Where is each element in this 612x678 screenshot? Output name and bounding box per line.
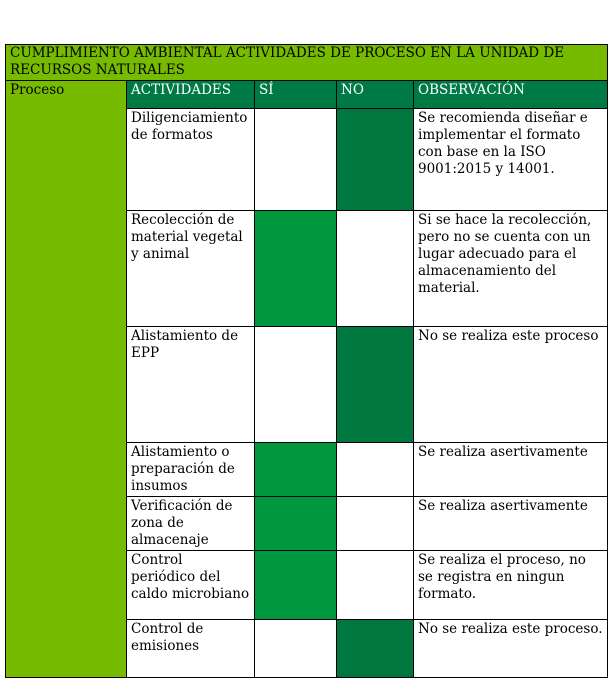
header-no: NO: [337, 81, 414, 109]
observation-cell: Se realiza asertivamente: [414, 443, 608, 497]
activity-cell: Control de emisiones: [127, 620, 255, 678]
observation-cell: No se realiza este proceso: [414, 327, 608, 443]
activity-cell: Recolección de material vegetal y animal: [127, 211, 255, 327]
activity-cell: Alistamiento o preparación de insumos: [127, 443, 255, 497]
observation-cell: No se realiza este proceso.: [414, 620, 608, 678]
activity-cell: Control periódico del caldo microbiano: [127, 551, 255, 620]
observation-cell: Se recomienda diseñar e implementar el formato con base en la ISO 9001:2015 y 14001.: [414, 109, 608, 211]
header-si: SÍ: [255, 81, 337, 109]
title-row: [6, 45, 608, 81]
no-cell: [337, 551, 414, 620]
header-observacion: OBSERVACIÓN: [414, 81, 608, 109]
header-actividades: ACTIVIDADES: [127, 81, 255, 109]
compliance-table: [5, 44, 608, 678]
header-row: [6, 81, 608, 109]
no-cell: [337, 497, 414, 551]
si-cell: [255, 211, 337, 327]
compliance-table-container: [5, 44, 607, 678]
activity-cell: Alistamiento de EPP: [127, 327, 255, 443]
observation-cell: Se realiza el proceso, no se registra en ningun formato.: [414, 551, 608, 620]
no-cell: [337, 443, 414, 497]
activity-cell: Verificación de zona de almacenaje: [127, 497, 255, 551]
observation-cell: Si se hace la recolección, pero no se cuenta con un lugar adecuado para el almacenamiento del material.: [414, 211, 608, 327]
table-title: CUMPLIMIENTO AMBIENTAL ACTIVIDADES DE PROCESO EN LA UNIDAD DE RECURSOS NATURALES: [6, 45, 608, 81]
si-cell: [255, 327, 337, 443]
no-cell: [337, 327, 414, 443]
si-cell: [255, 443, 337, 497]
si-cell: [255, 551, 337, 620]
no-cell: [337, 109, 414, 211]
si-cell: [255, 109, 337, 211]
process-label: Proceso: [6, 81, 127, 678]
observation-cell: Se realiza asertivamente: [414, 497, 608, 551]
si-cell: [255, 620, 337, 678]
no-cell: [337, 620, 414, 678]
si-cell: [255, 497, 337, 551]
activity-cell: Diligenciamiento de formatos: [127, 109, 255, 211]
no-cell: [337, 211, 414, 327]
